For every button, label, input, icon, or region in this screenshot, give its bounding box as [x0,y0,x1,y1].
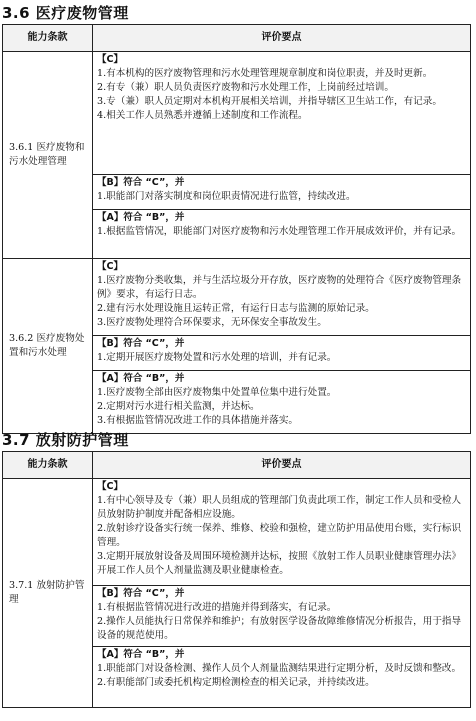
grade-label: 【A】符合 “B”，并 [97,212,185,223]
grade-label: 【B】符合 “C”，并 [97,177,185,188]
criterion-line: 2.定期对污水进行相关监测，并达标。 [97,401,260,412]
criterion-line: 1.有中心领导及专（兼）职人员组成的管理部门负责此项工作，制定工作人员和受检人员放射防护制度并配备相应设施。 [97,495,462,520]
level-b-cell [93,336,471,371]
criterion-line: 3.专（兼）职人员定期对本机构开展相关培训，并指导辖区卫生站工作，有记录。 [97,96,442,107]
criterion-line: 2.放射诊疗设备实行统一保养、维修、校验和强检，建立防护用品使用台账，实行标识管理。 [97,523,462,548]
header-evaluation-points: 评价要点 [93,452,471,479]
grade-label: 【C】 [97,481,123,492]
header-capability-clause: 能力条款 [3,25,93,52]
level-a-cell [93,371,471,434]
clause-name: 3.6.1 医疗废物和污水处理管理 [3,52,93,259]
criterion-line: 3.有根据监管情况改进工作的具体措施并落实。 [97,415,299,426]
criterion-line: 1.定期开展医疗废物处置和污水处理的培训，并有记录。 [97,352,337,363]
section-title-3-6: 3.6 医疗废物管理 [2,4,129,22]
criterion-line: 2.操作人员能执行日常保养和维护；有放射医学设备故障维修情况分析报告，用于指导设备的规范使用。 [97,616,462,641]
grade-label: 【C】 [97,54,123,65]
criterion-line: 2.有职能部门或委托机构定期检测检查的相关记录，并持续改进。 [97,677,375,688]
criterion-line: 2.有专（兼）职人员负责医疗废物和污水处理工作，上岗前经过培训。 [97,82,394,93]
header-capability-clause: 能力条款 [3,452,93,479]
grade-label: 【A】符合 “B”，并 [97,373,185,384]
section-table-3-7 [2,451,471,708]
criterion-line: 4.相关工作人员熟悉并遵循上述制度和工作流程。 [97,110,308,121]
grade-label: 【B】符合 “C”，并 [97,588,185,599]
section-title-3-7: 3.7 放射防护管理 [2,431,129,449]
level-b-cell [93,175,471,210]
level-c-cell [93,52,471,175]
level-a-cell [93,647,471,708]
criterion-line: 1.有根据监管情况进行改进的措施并得到落实，有记录。 [97,602,337,613]
section-table-3-6 [2,24,471,434]
clause-name: 3.6.2 医疗废物处置和污水处理 [3,259,93,434]
criterion-line: 1.职能部门对落实制度和岗位职责情况进行监管，持续改进。 [97,191,356,202]
clause-name: 3.7.1 放射防护管理 [3,479,93,708]
level-c-cell [93,479,471,586]
criterion-line: 1.有本机构的医疗废物管理和污水处理管理规章制度和岗位职责，并及时更新。 [97,68,433,79]
criteria-row [3,479,471,586]
level-b-cell [93,586,471,647]
criterion-line: 3.医疗废物处理符合环保要求，无环保安全事故发生。 [97,317,327,328]
table-header-row [3,25,471,52]
criterion-line: 1.根据监管情况，职能部门对医疗废物和污水处理管理工作开展成效评价，并有记录。 [97,226,462,237]
header-evaluation-points: 评价要点 [93,25,471,52]
criterion-line: 2.建有污水处理设施且运转正常，有运行日志与监测的原始记录。 [97,303,375,314]
criterion-line: 3.定期开展放射设备及周围环境检测并达标，按照《放射工作人员职业健康管理办法》开展工作人员个人剂量监测及职业健康检查。 [97,551,462,576]
grade-label: 【C】 [97,261,123,272]
grade-label: 【A】符合 “B”，并 [97,649,185,660]
criterion-line: 1.医疗废物分类收集，并与生活垃圾分开存放，医疗废物的处理符合《医疗废物管理条例》要求，有运行日志。 [97,275,462,300]
table-header-row [3,452,471,479]
criteria-row [3,259,471,336]
level-a-cell [93,210,471,259]
criterion-line: 1.职能部门对设备检测、操作人员个人剂量监测结果进行定期分析，及时反馈和整改。 [97,663,462,674]
grade-label: 【B】符合 “C”，并 [97,338,185,349]
criterion-line: 1.医疗废物全部由医疗废物集中处置单位集中进行处置。 [97,387,337,398]
level-c-cell [93,259,471,336]
criteria-row [3,52,471,175]
